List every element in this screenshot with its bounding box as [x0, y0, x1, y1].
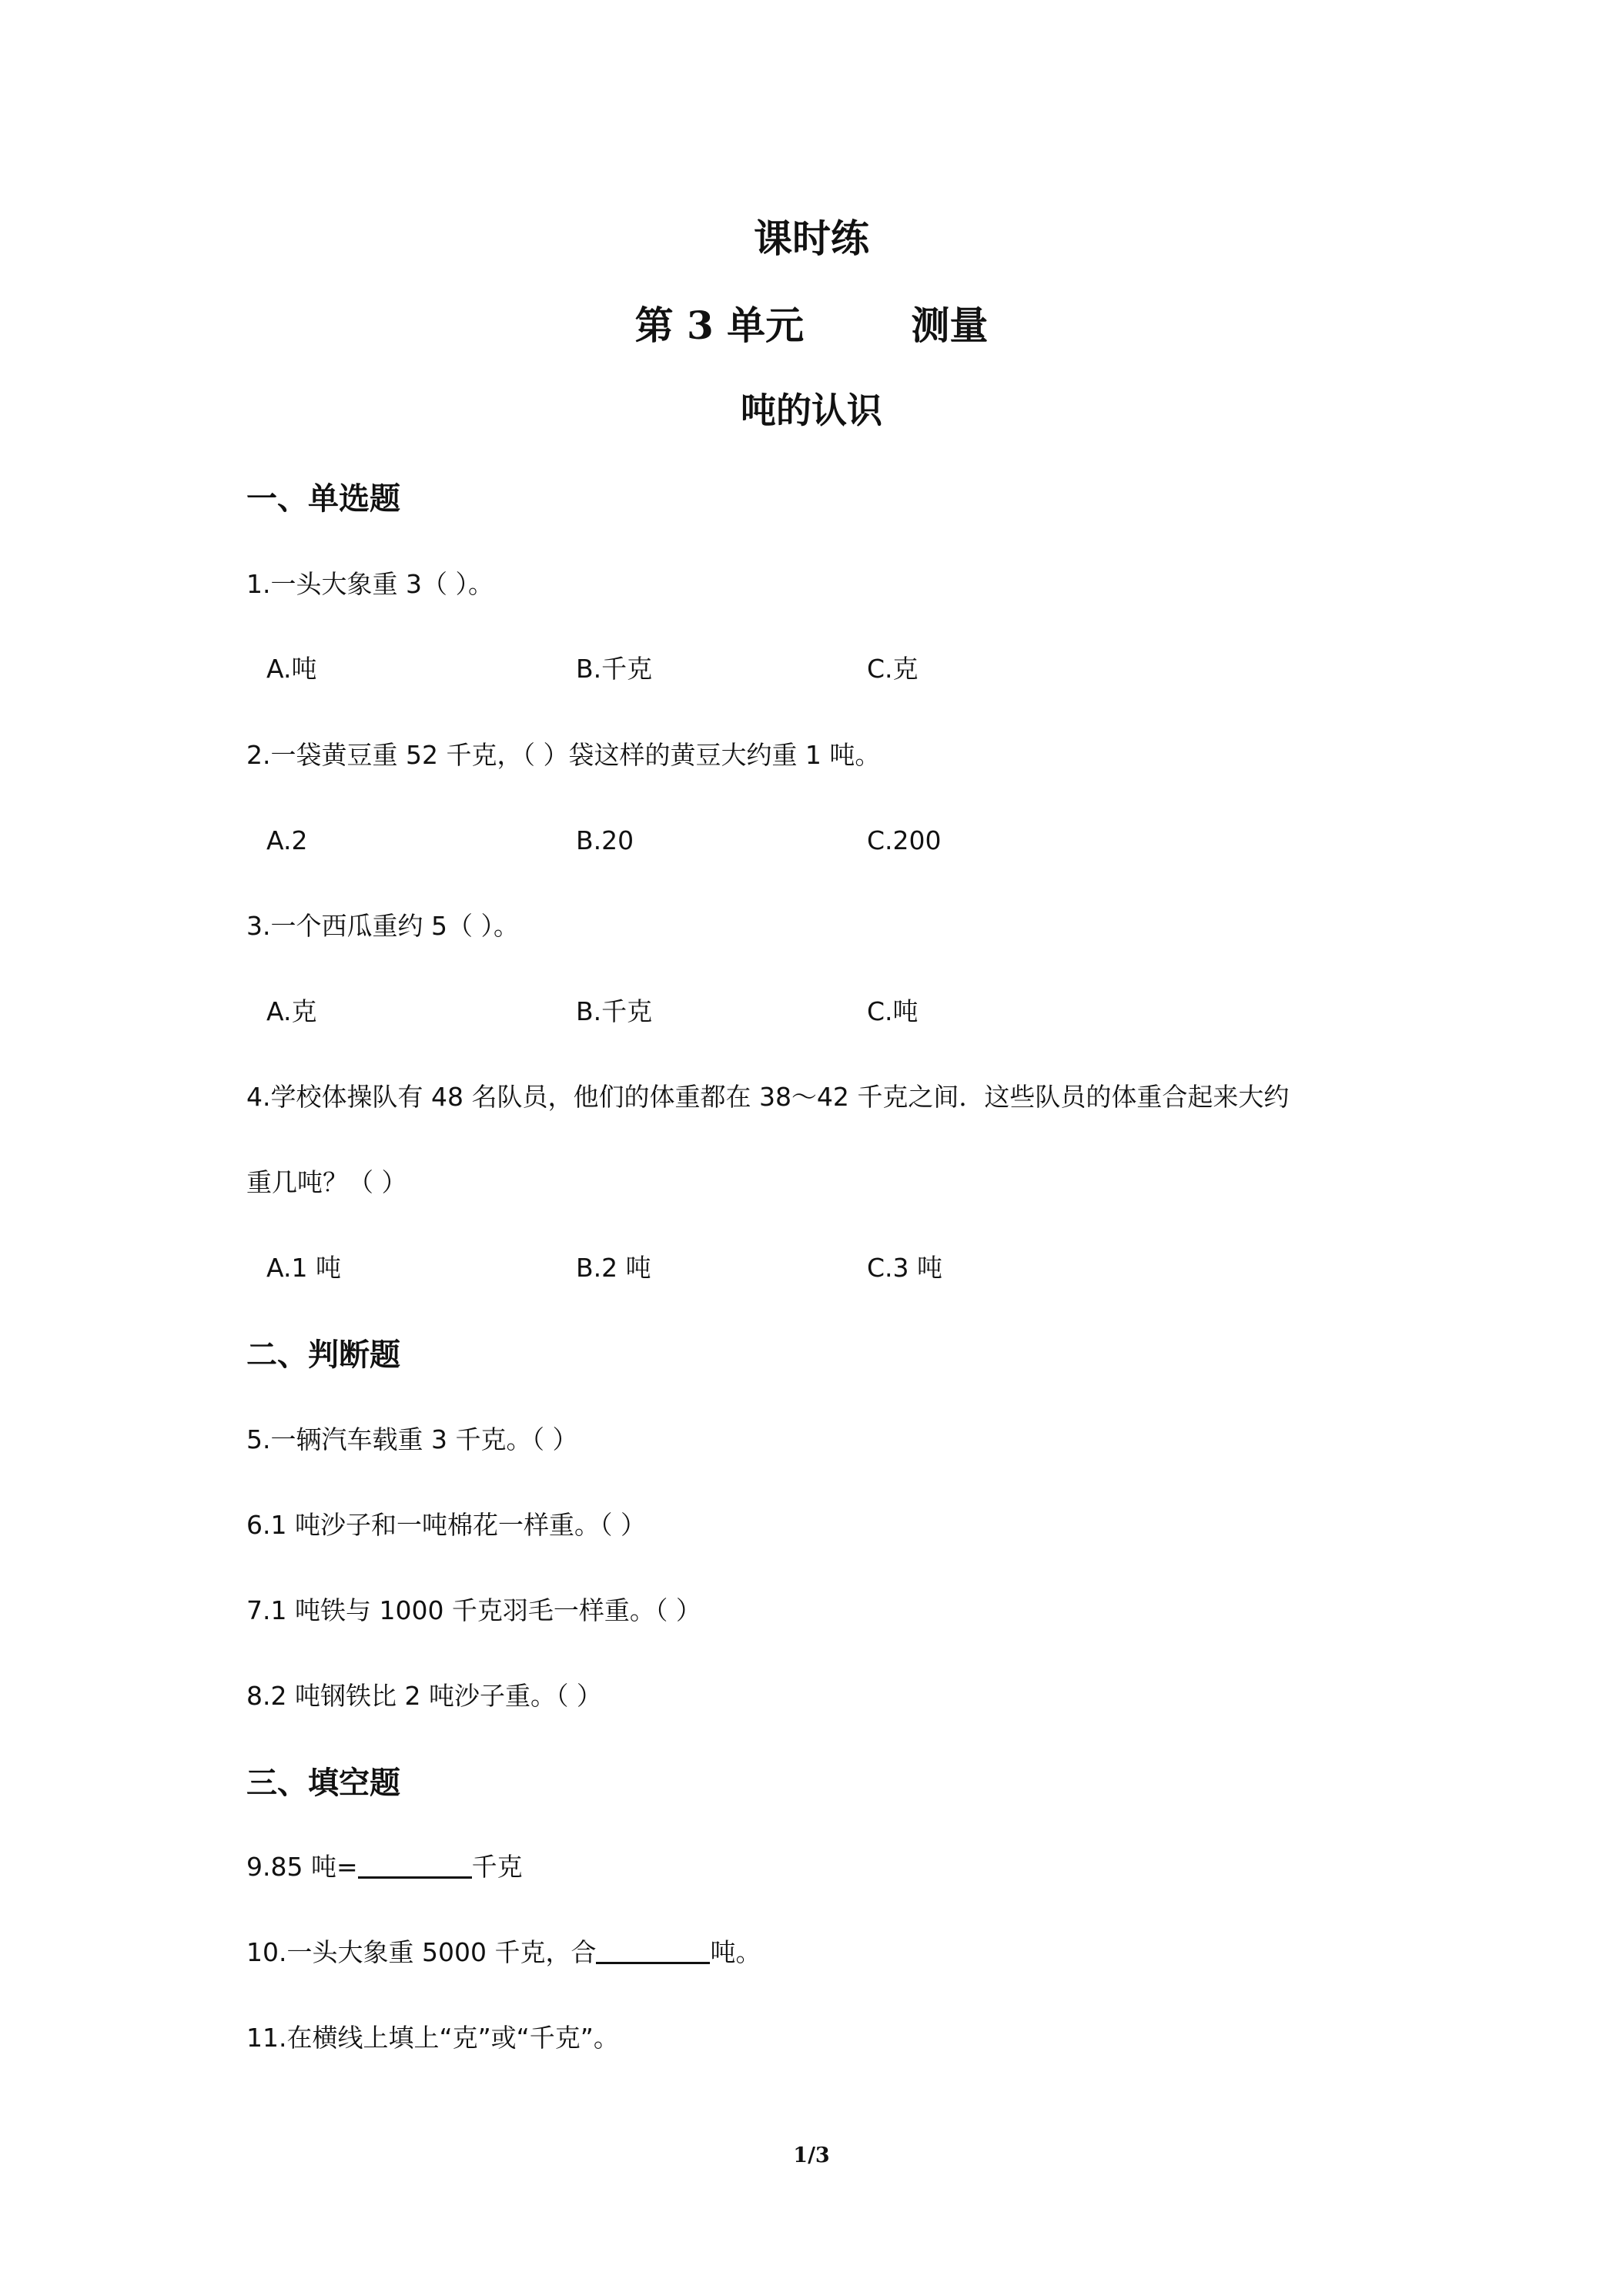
question-2: 2.一袋黄豆重 52 千克，（ ）袋这样的黄豆大约重 1 吨。	[246, 740, 881, 770]
question-8: 8.2 吨钢铁比 2 吨沙子重。（ ）	[246, 1681, 602, 1711]
q4-option-a: A.1 吨	[266, 1253, 341, 1283]
question-1: 1.一头大象重 3（ ）。	[246, 569, 494, 599]
q10-text-before: 10.一头大象重 5000 千克，合	[246, 1937, 597, 1967]
q2-option-a: A.2	[266, 825, 308, 855]
q1-option-a: A.吨	[266, 654, 317, 684]
q10-answer-blank	[596, 1961, 710, 1964]
q3-option-c: C.吨	[867, 996, 919, 1026]
q2-option-c: C.200	[867, 825, 942, 855]
question-6: 6.1 吨沙子和一吨棉花一样重。（ ）	[246, 1510, 646, 1540]
q10-text-after: 吨。	[710, 1937, 761, 1967]
lesson-title: 吨的认识	[741, 390, 882, 431]
section-single-choice: 一、单选题	[246, 480, 400, 517]
q3-option-a: A.克	[266, 996, 317, 1026]
q2-option-b: B.20	[576, 825, 634, 855]
unit-title: 第 3 单元 测量	[634, 303, 989, 348]
question-5: 5.一辆汽车载重 3 千克。（ ）	[246, 1424, 578, 1454]
question-9	[246, 1852, 523, 1882]
section-true-false: 二、判断题	[246, 1337, 400, 1373]
q1-option-b: B.千克	[576, 654, 653, 684]
q9-text-after: 千克	[471, 1852, 523, 1882]
question-7: 7.1 吨铁与 1000 千克羽毛一样重。（ ）	[246, 1595, 701, 1625]
question-10	[246, 1937, 761, 1967]
q9-answer-blank	[358, 1876, 472, 1879]
question-4-line1: 4.学校体操队有 48 名队员，他们的体重都在 38～42 千克之间．这些队员的体重合起来大约	[246, 1082, 1290, 1112]
q3-option-b: B.千克	[576, 996, 653, 1026]
question-4-line2: 重几吨？（ ）	[246, 1167, 407, 1197]
question-3: 3.一个西瓜重约 5（ ）。	[246, 911, 519, 941]
q4-option-b: B.2 吨	[576, 1253, 651, 1283]
q9-text-before: 9.85 吨=	[246, 1852, 358, 1882]
question-11: 11.在横线上填上“克”或“千克”。	[246, 2023, 619, 2053]
q4-option-c: C.3 吨	[867, 1253, 943, 1283]
q1-option-c: C.克	[867, 654, 919, 684]
section-fill-blank: 三、填空题	[246, 1765, 400, 1801]
page-number: 1/3	[793, 2144, 830, 2167]
doc-title: 课时练	[754, 216, 869, 261]
